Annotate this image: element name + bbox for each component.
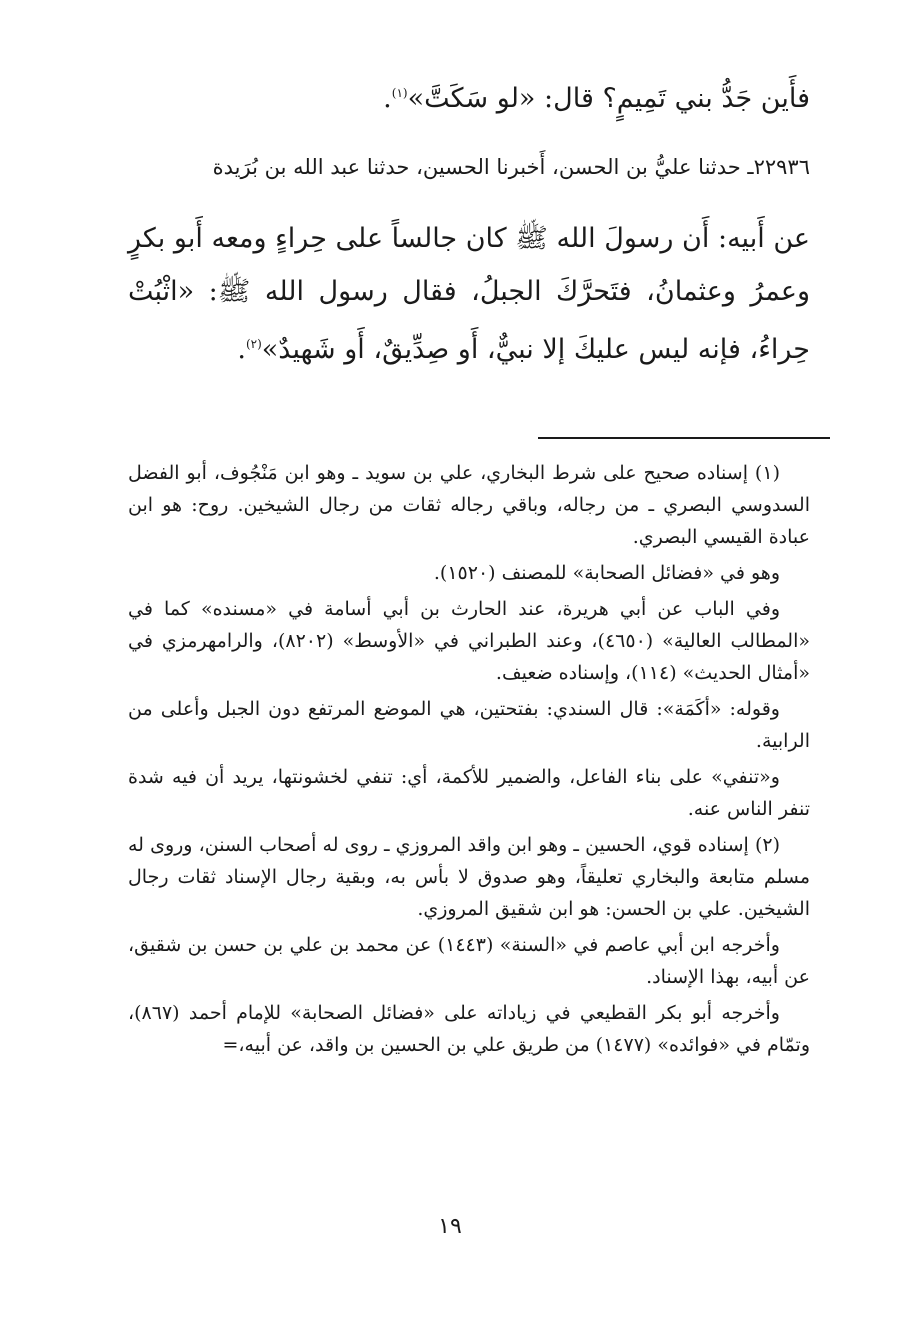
footnote-paragraph: وأخرجه ابن أبي عاصم في «السنة» (١٤٤٣) عن محمد بن علي بن حسن بن شقيق، عن أبيه، بهذا الإسناد. (128, 934, 810, 988)
footnote-paragraph: (٢) إسناده قوي، الحسين ـ وهو ابن واقد المروزي ـ روى له أصحاب السنن، وروى له مسلم متابعة والبخاري تعليقاً، وهو صدوق لا بأس به، وبقية رجال الإسناد ثقات رجال الشيخين. علي بن الحسن: هو ابن شقيق المروزي. (128, 834, 810, 920)
footnote-paragraph: وقوله: «أكَمَة»: قال السندي: بفتحتين، هي الموضع المرتفع دون الجبل وأعلى من الرابية. (128, 698, 810, 752)
continuation-end: . (383, 83, 392, 114)
page-number: ١٩ (438, 1214, 462, 1239)
footnote-paragraph: وأخرجه أبو بكر القطيعي في زياداته على «فضائل الصحابة» للإمام أحمد (٨٦٧)، وتمّام في «فوائده» (١٤٧٧) من طريق علي بن الحسين بن واقد، عن أبيه،= (128, 1002, 810, 1056)
footnote-paragraph: وهو في «فضائل الصحابة» للمصنف (١٥٢٠). (433, 562, 780, 584)
footnote-ref-2: (٢) (245, 337, 262, 351)
narration-end: . (237, 334, 246, 365)
footnotes (128, 457, 810, 1065)
main-text (128, 66, 810, 376)
continuation-text: فأَين جَدُّ بني تَمِيمٍ؟ قال: «لو سَكَتَّ» (407, 83, 810, 114)
narration-text: عن أَبيه: أَن رسولَ الله ﷺ كان جالساً على حِراءٍ ومعه أَبو بكرٍ وعمرُ وعثمانُ، فتَحرَّكَ الجبلُ، فقال رسول الله ﷺ: «اثْبُتْ حِراءُ، فإنه ليس عليكَ إلا نبيٌّ، أَو صِدِّيقٌ، أَو شَهيدٌ» (128, 223, 810, 365)
footnote-paragraph: (١) إسناده صحيح على شرط البخاري، علي بن سويد ـ وهو ابن مَنْجُوف، أبو الفضل السدوسي البصري ـ من رجاله، وباقي رجاله ثقات من رجال الشيخين. روح: هو ابن عبادة القيسي البصري. (128, 462, 810, 548)
footnote-paragraph: وفي الباب عن أبي هريرة، عند الحارث بن أبي أسامة في «مسنده» كما في «المطالب العالية» (٤٦٥٠)، وعند الطبراني في «الأوسط» (٨٢٠٢)، والرامهرمزي في «أمثال الحديث» (١١٤)، وإسناده ضعيف. (128, 598, 810, 684)
footnote-separator (538, 437, 830, 439)
footnote-ref-1: (١) (391, 86, 408, 100)
main-text-line-1 (128, 66, 810, 126)
hadith-header: ٢٢٩٣٦ـ حدثنا عليُّ بن الحسن، أَخبرنا الحسين، حدثنا عبد الله بن بُرَيدة (212, 155, 810, 179)
hadith-narration (128, 212, 810, 376)
footnote-paragraph: و«تنفي» على بناء الفاعل، والضمير للأكمة، أي: تنفي لخشونتها، يريد أن فيه شدة تنفر الناس عنه. (128, 766, 810, 820)
